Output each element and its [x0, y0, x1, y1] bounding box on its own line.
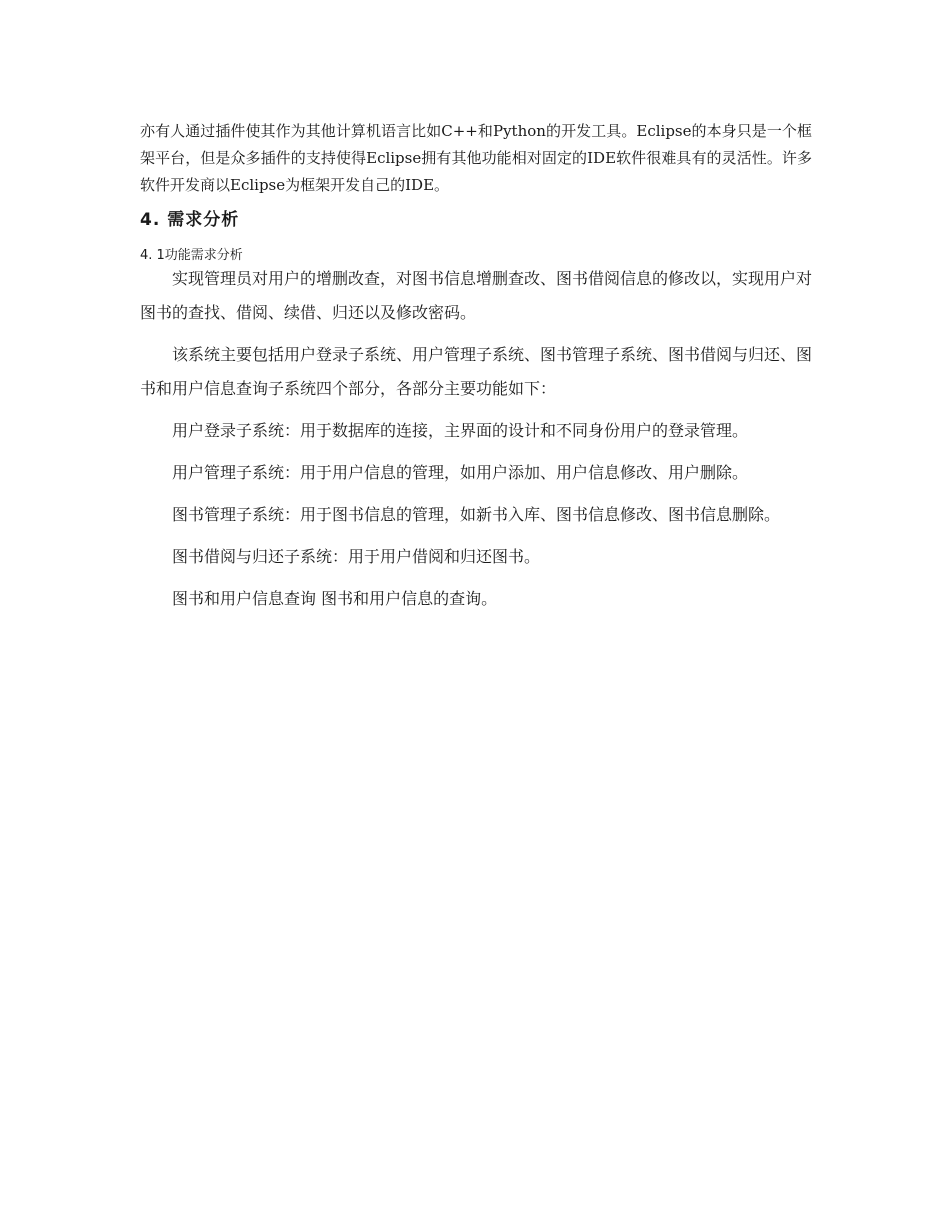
body-text [140, 262, 812, 624]
paragraph-borrow-return: 图书借阅与归还子系统：用于用户借阅和归还图书。 [172, 547, 541, 566]
paragraph-system-overview: 该系统主要包括用户登录子系统、用户管理子系统、图书管理子系统、图书借阅与归还、图书和用户信息查询子系统四个部分，各部分主要功能如下： [140, 345, 813, 398]
paragraph-requirements: 实现管理员对用户的增删改查，对图书信息增删查改、图书借阅信息的修改以，实现用户对图书的查找、借阅、续借、归还以及修改密码。 [140, 269, 813, 322]
paragraph-login-subsystem: 用户登录子系统：用于数据库的连接，主界面的设计和不同身份用户的登录管理。 [172, 421, 749, 440]
section-heading: 4. 需求分析 [140, 210, 240, 230]
subsection-heading: 4. 1功能需求分析 [140, 248, 243, 263]
paragraph-book-management: 图书管理子系统：用于图书信息的管理，如新书入库、图书信息修改、图书信息删除。 [172, 505, 781, 524]
intro-paragraph: 亦有人通过插件使其作为其他计算机语言比如C++和Python的开发工具。Eclipse的本身只是一个框架平台，但是众多插件的支持使得Eclipse拥有其他功能相对固定的IDE软件很难具有的灵活性。许多软件开发商以Eclipse为框架开发自己的IDE。 [140, 122, 812, 194]
paragraph-user-management: 用户管理子系统：用于用户信息的管理，如用户添加、用户信息修改、用户删除。 [172, 463, 749, 482]
paragraph-query: 图书和用户信息查询 图书和用户信息的查询。 [172, 589, 498, 608]
